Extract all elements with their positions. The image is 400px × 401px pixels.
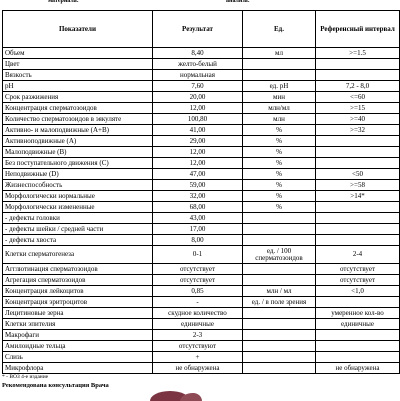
cell-result: 2-3	[153, 330, 243, 341]
cell-indicator: Амилоидные тельца	[3, 341, 153, 352]
cell-unit	[243, 330, 316, 341]
table-row	[3, 136, 400, 147]
table-row	[3, 169, 400, 180]
cell-unit	[243, 275, 316, 286]
table-row	[3, 70, 400, 81]
cell-reference	[316, 59, 400, 70]
cell-indicator: Морфологически измененные	[3, 202, 153, 213]
table-row	[3, 319, 400, 330]
table-row	[3, 308, 400, 319]
table-row	[3, 264, 400, 275]
cell-unit	[243, 363, 316, 374]
cell-indicator: Жизнеспособность	[3, 180, 153, 191]
cell-reference: >=32	[316, 125, 400, 136]
cell-unit	[243, 213, 316, 224]
table-row	[3, 330, 400, 341]
cell-reference: <=60	[316, 92, 400, 103]
cell-reference	[316, 202, 400, 213]
cell-reference	[316, 147, 400, 158]
cell-reference: единичные	[316, 319, 400, 330]
cell-reference	[316, 297, 400, 308]
cell-indicator: Без поступательного движения (C)	[3, 158, 153, 169]
cell-unit: %	[243, 158, 316, 169]
cell-reference: 7,2 - 8,0	[316, 81, 400, 92]
table-row	[3, 352, 400, 363]
recommendation: Рекомендована консультация Врача	[2, 382, 109, 389]
cell-unit	[243, 59, 316, 70]
table-row	[3, 235, 400, 246]
table-row	[3, 246, 400, 264]
table-row	[3, 92, 400, 103]
cell-indicator: Вязкость	[3, 70, 153, 81]
cell-reference: >14*	[316, 191, 400, 202]
cell-reference	[316, 341, 400, 352]
table-row	[3, 147, 400, 158]
cell-reference: умеренное кол-во	[316, 308, 400, 319]
cell-result: +	[153, 352, 243, 363]
table-row	[3, 48, 400, 59]
cell-indicator: Концентрация лейкоцитов	[3, 286, 153, 297]
header-strip	[0, 0, 400, 8]
cell-reference: <1,0	[316, 286, 400, 297]
cell-unit: млн/мл	[243, 103, 316, 114]
table-row	[3, 125, 400, 136]
cell-indicator: Слизь	[3, 352, 153, 363]
cell-reference	[316, 224, 400, 235]
cell-result: 59,00	[153, 180, 243, 191]
cell-result: 68,00	[153, 202, 243, 213]
cell-unit: ед. / 100 сперматозоидов	[243, 246, 316, 264]
cell-result: 17,00	[153, 224, 243, 235]
cell-indicator: - дефекты хвоста	[3, 235, 153, 246]
cell-result: 20,00	[153, 92, 243, 103]
cell-result: 12,00	[153, 103, 243, 114]
cell-result: 0,85	[153, 286, 243, 297]
cell-result: 43,00	[153, 213, 243, 224]
cell-indicator: Морфологически нормальные	[3, 191, 153, 202]
cell-unit	[243, 352, 316, 363]
cell-unit	[243, 308, 316, 319]
cell-unit: мин	[243, 92, 316, 103]
cell-indicator: Концентрация сперматозоидов	[3, 103, 153, 114]
cell-unit: ед. pH	[243, 81, 316, 92]
cell-reference: <50	[316, 169, 400, 180]
cell-result: -	[153, 297, 243, 308]
cell-reference	[316, 158, 400, 169]
cell-unit: %	[243, 191, 316, 202]
cell-result: 8,00	[153, 235, 243, 246]
cell-indicator: Концентрация эритроцитов	[3, 297, 153, 308]
cell-reference: >=40	[316, 114, 400, 125]
cell-reference: 2-4	[316, 246, 400, 264]
table-header-row	[3, 11, 400, 48]
cell-result: скудное количество	[153, 308, 243, 319]
cell-indicator: Микрофлора	[3, 363, 153, 374]
cell-result: 32,00	[153, 191, 243, 202]
cell-reference: >=1.5	[316, 48, 400, 59]
table-row	[3, 81, 400, 92]
cell-indicator: Макрофаги	[3, 330, 153, 341]
cell-reference: >=58	[316, 180, 400, 191]
cell-indicator: Активно- и малоподвижные (A+B)	[3, 125, 153, 136]
cell-result: нормальная	[153, 70, 243, 81]
cell-result: желто-белый	[153, 59, 243, 70]
cell-reference: >=15	[316, 103, 400, 114]
cell-unit: %	[243, 125, 316, 136]
table-row	[3, 341, 400, 352]
cell-reference	[316, 352, 400, 363]
header-indicator: Показатели	[3, 11, 153, 48]
cell-indicator: Клетки сперматогенеза	[3, 246, 153, 264]
cell-indicator: Лецитиновые зерна	[3, 308, 153, 319]
cell-unit: млн	[243, 114, 316, 125]
cell-indicator: Активноподвижные (A)	[3, 136, 153, 147]
table-row	[3, 275, 400, 286]
cell-reference: не обнаружена	[316, 363, 400, 374]
cell-indicator: Объем	[3, 48, 153, 59]
table-row	[3, 213, 400, 224]
cell-indicator: - дефекты шейки / средней части	[3, 224, 153, 235]
cell-unit	[243, 235, 316, 246]
cell-reference	[316, 136, 400, 147]
header-right-text: анализа:	[226, 0, 250, 4]
cell-unit	[243, 319, 316, 330]
cell-result: 12,00	[153, 147, 243, 158]
cell-unit: %	[243, 147, 316, 158]
cell-reference: отсутствует	[316, 275, 400, 286]
cell-unit	[243, 70, 316, 81]
cell-unit: мл	[243, 48, 316, 59]
table-row	[3, 114, 400, 125]
table-row	[3, 191, 400, 202]
cell-unit: %	[243, 169, 316, 180]
table-row	[3, 103, 400, 114]
cell-indicator: Клетки эпителия	[3, 319, 153, 330]
cell-result: 100,80	[153, 114, 243, 125]
cell-unit: ед. / в поле зрения	[243, 297, 316, 308]
cell-result: не обнаружена	[153, 363, 243, 374]
cell-result: отсутствует	[153, 264, 243, 275]
cell-reference	[316, 235, 400, 246]
cell-reference	[316, 213, 400, 224]
cell-result: 7,60	[153, 81, 243, 92]
cell-result: отсутствует	[153, 275, 243, 286]
cell-result: 0-1	[153, 246, 243, 264]
cell-indicator: Малоподвижные (B)	[3, 147, 153, 158]
results-table	[2, 10, 400, 374]
cell-result: 47,00	[153, 169, 243, 180]
table-row	[3, 297, 400, 308]
cell-unit	[243, 264, 316, 275]
cell-indicator: Агглютинация сперматозоидов	[3, 264, 153, 275]
header-unit: Ед.	[243, 11, 316, 48]
cell-result: 12,00	[153, 158, 243, 169]
table-row	[3, 180, 400, 191]
cell-indicator: - дефекты головки	[3, 213, 153, 224]
cell-result: отсутствуют	[153, 341, 243, 352]
cell-indicator: Агрегация сперматозоидов	[3, 275, 153, 286]
table-row	[3, 202, 400, 213]
header-left-text: материала:	[48, 0, 79, 4]
footnote: * - ВОЗ 4-е издание	[2, 374, 49, 380]
table-row	[3, 363, 400, 374]
cell-unit: %	[243, 180, 316, 191]
cell-result: 8,40	[153, 48, 243, 59]
cell-result: 41,00	[153, 125, 243, 136]
cell-unit: млн / мл	[243, 286, 316, 297]
cell-indicator: Количество сперматозоидов в эякуляте	[3, 114, 153, 125]
cell-indicator: pH	[3, 81, 153, 92]
cell-unit: %	[243, 136, 316, 147]
cell-unit	[243, 224, 316, 235]
cell-indicator: Срок разжижения	[3, 92, 153, 103]
cell-reference	[316, 330, 400, 341]
cell-reference	[316, 70, 400, 81]
cell-result: 29,00	[153, 136, 243, 147]
cell-reference: отсутствует	[316, 264, 400, 275]
cell-unit: %	[243, 202, 316, 213]
header-reference: Референсный интервал	[316, 11, 400, 48]
cell-unit	[243, 341, 316, 352]
table-row	[3, 59, 400, 70]
cell-indicator: Цвет	[3, 59, 153, 70]
cell-result: единичные	[153, 319, 243, 330]
table-row	[3, 158, 400, 169]
table-row	[3, 224, 400, 235]
header-result: Результат	[153, 11, 243, 48]
table-row	[3, 286, 400, 297]
table-body	[3, 48, 400, 374]
cell-indicator: Неподвижные (D)	[3, 169, 153, 180]
